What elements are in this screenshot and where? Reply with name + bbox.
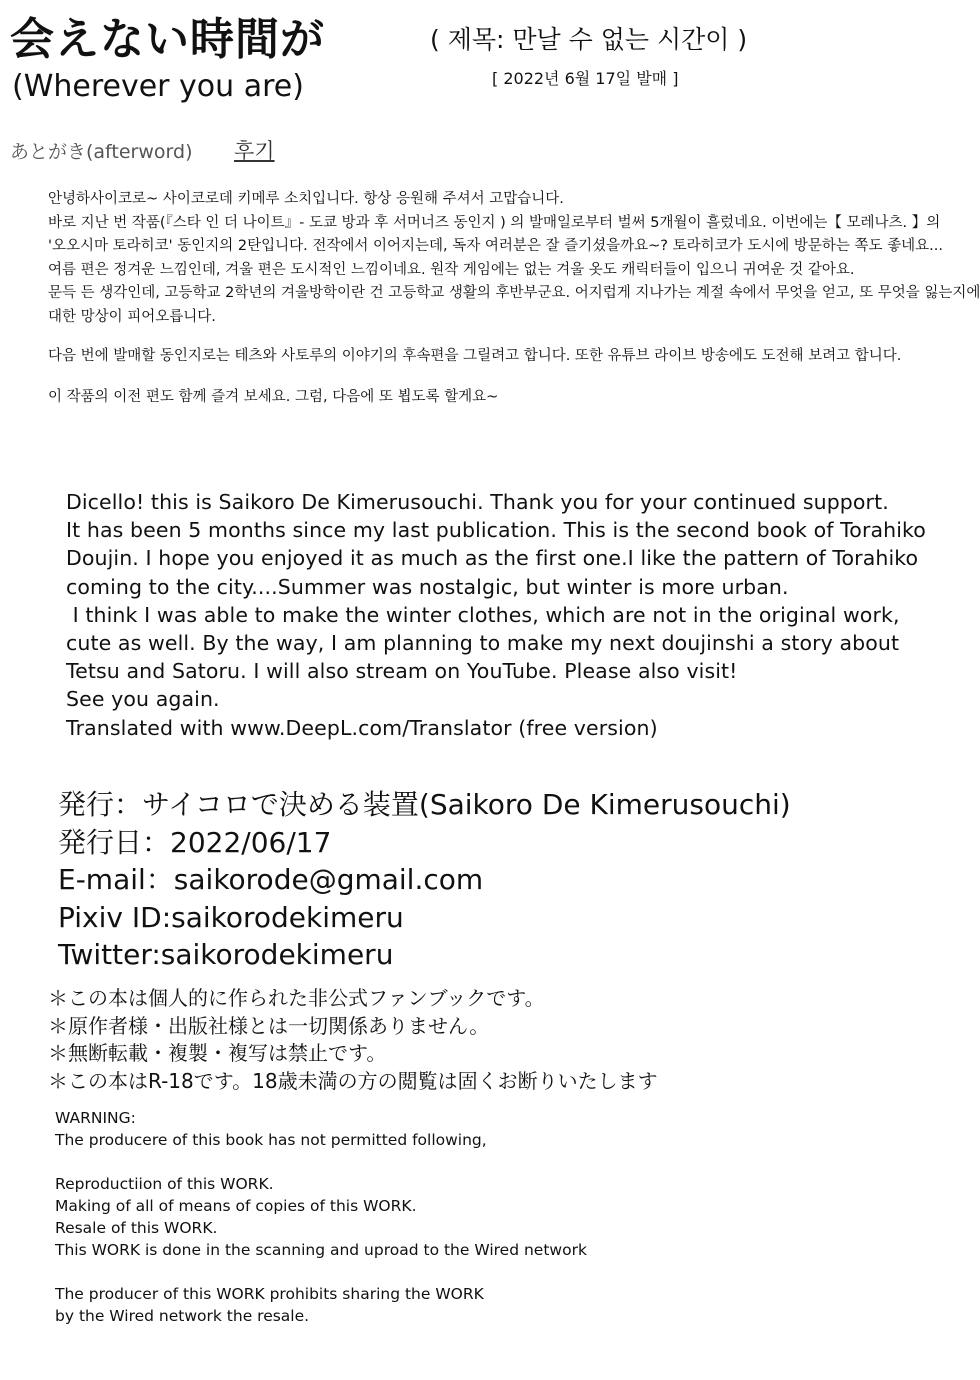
title-english: (Wherever you are) bbox=[12, 69, 304, 104]
english-afterword bbox=[66, 488, 926, 742]
english-line: coming to the city....Summer was nostalgic, but winter is more urban. bbox=[66, 574, 789, 599]
english-line: Doujin. I hope you enjoyed it as much as the first one.I like the pattern of Torahiko bbox=[66, 546, 919, 571]
afterword-heading: あとがき(afterword) bbox=[10, 141, 193, 163]
title-japanese: 会えない時間が bbox=[10, 14, 325, 65]
pixiv-id: Pixiv ID:saikorodekimeru bbox=[58, 900, 404, 934]
notice-item: ＊無断転載・複製・複写は禁止です。 bbox=[48, 1041, 387, 1065]
warning-item: This WORK is done in the scanning and uproad to the Wired network bbox=[55, 1241, 587, 1259]
english-line: See you again. bbox=[66, 687, 220, 712]
warning-item: Resale of this WORK. bbox=[55, 1219, 218, 1237]
warning-item: Reproductiion of this WORK. bbox=[55, 1175, 274, 1193]
warning-intro: The producere of this book has not permitted following, bbox=[55, 1131, 487, 1149]
korean-line: 다음 번에 발매할 동인지로는 테츠와 사토루의 이야기의 후속편을 그릴려고 합니다. 또한 유튜브 라이브 방송에도 도전해 보려고 합니다. bbox=[48, 348, 902, 364]
notice-list bbox=[48, 985, 658, 1095]
publication-date: 発行日：2022/06/17 bbox=[58, 825, 332, 859]
korean-line: 문득 든 생각인데, 고등학교 2학년의 겨울방학이란 건 고등학교 생활의 후반부군요. 어지럽게 지나가는 계절 속에서 무엇을 얻고, 또 무엇을 잃는지에 bbox=[48, 285, 980, 301]
english-line: cute as well. By the way, I am planning to make my next doujinshi a story about bbox=[66, 631, 900, 656]
korean-line: 이 작품의 이전 편도 함께 즐겨 보세요. 그럼, 다음에 또 뵙도록 할게요~ bbox=[48, 388, 499, 405]
english-line: Tetsu and Satoru. I will also stream on YouTube. Please also visit! bbox=[66, 659, 738, 684]
english-line: It has been 5 months since my last publication. This is the second book of Torahiko bbox=[66, 518, 926, 543]
publication-info bbox=[58, 786, 791, 974]
notice-item: ＊原作者様・出版社様とは一切関係ありません。 bbox=[48, 1013, 490, 1038]
twitter-id: Twitter:saikorodekimeru bbox=[58, 938, 394, 971]
publisher: 発行：サイコロで決める装置(Saikoro De Kimerusouchi) bbox=[58, 788, 791, 821]
notice-item: ＊この本はR-18です。18歳未満の方の閲覧は固くお断りいたします bbox=[48, 1068, 658, 1093]
release-date-korean: [ 2022년 6월 17일 발매 ] bbox=[492, 69, 679, 88]
korean-line: 대한 망상이 피어오릅니다. bbox=[48, 308, 216, 325]
warning-closing: by the Wired network the resale. bbox=[55, 1307, 310, 1325]
english-line: Translated with www.DeepL.com/Translator (free version) bbox=[66, 715, 658, 740]
korean-line: 여름 편은 정겨운 느낌인데, 겨울 편은 도시적인 느낌이네요. 원작 게임에는 없는 겨울 옷도 캐릭터들이 입으니 귀여운 것 같아요. bbox=[48, 261, 855, 278]
korean-line: '오오시마 토라히코' 동인지의 2탄입니다. 전작에서 이어지는데, 독자 여러분은 잘 즐기셨을까요~? 토라히코가 도시에 방문하는 쪽도 좋네요... bbox=[48, 238, 943, 254]
warning-section bbox=[55, 1107, 587, 1327]
korean-line: 바로 지난 번 작품(『스타 인 더 나이트』- 도쿄 방과 후 서머너즈 동인지 ) 의 발매일로부터 벌써 5개월이 흘렀네요. 이번에는【 모레나츠. 】의 bbox=[48, 214, 941, 231]
english-line: I think I was able to make the winter clothes, which are not in the original work, bbox=[66, 602, 900, 627]
english-line: Dicello! this is Saikoro De Kimerusouchi. Thank you for your continued support. bbox=[66, 490, 889, 514]
afterword-heading-korean: 후기 bbox=[234, 139, 275, 163]
email: E-mail：saikorode@gmail.com bbox=[58, 863, 484, 896]
korean-afterword bbox=[48, 188, 980, 409]
title-korean: ( 제목: 만날 수 없는 시간이 ) bbox=[430, 25, 748, 54]
warning-closing: The producer of this WORK prohibits sharing the WORK bbox=[55, 1285, 484, 1303]
warning-item: Making of all of means of copies of this WORK. bbox=[55, 1197, 417, 1215]
warning-heading: WARNING: bbox=[55, 1109, 136, 1127]
notice-item: ＊この本は個人的に作られた非公式ファンブックです。 bbox=[48, 986, 545, 1010]
korean-line: 안녕하사이코로~ 사이코로데 키메루 소치입니다. 항상 응원해 주셔서 고맙습니다. bbox=[48, 191, 564, 207]
